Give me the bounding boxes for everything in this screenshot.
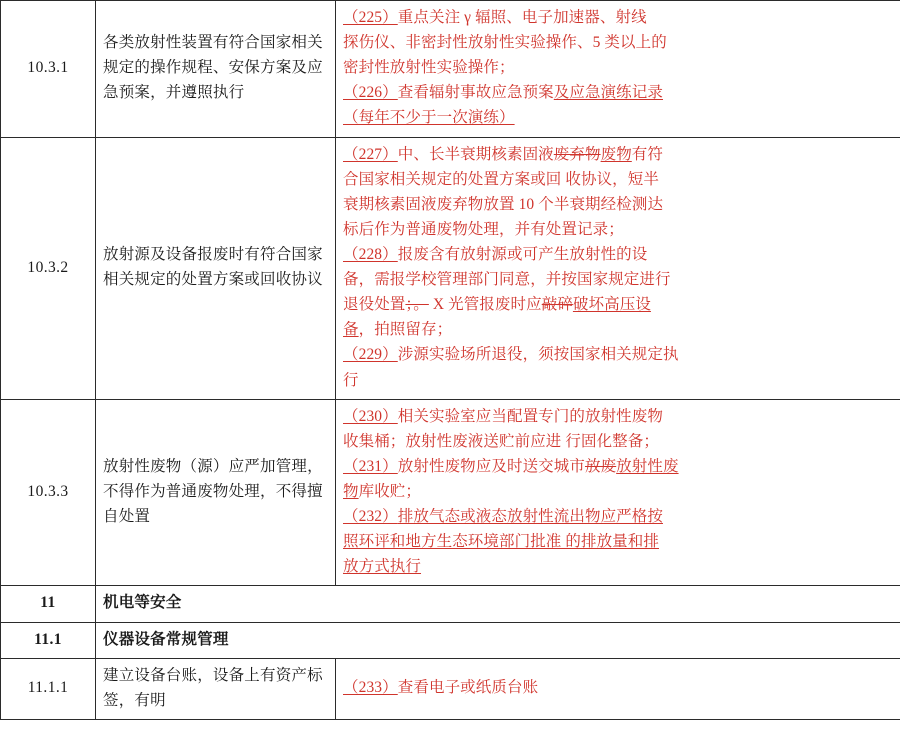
detail-line [343,5,893,30]
detail-number: （233） [343,679,398,697]
detail-line [343,80,893,105]
detail-text: 探伤仪、非密封性放射性实验操作、5 类以上的 [343,34,667,52]
section-label: 机电等安全 [96,586,900,622]
detail-text: 库收贮； [358,482,422,500]
row-code: 11.1.1 [1,658,96,719]
detail-text: 及应急演练记录 [553,84,663,102]
section-row [1,622,900,658]
detail-text: 放射性废物应及时送交城市 [397,457,585,475]
table-row-last [1,658,900,719]
detail-text: 有符 [631,145,663,163]
detail-text: 收集桶；放射性废液送贮前应进 行固化整备； [343,432,659,450]
detail-text: 重点关注 γ 辐照、电子加速器、射线 [397,9,647,26]
detail-text: 排放气态或液态放射性流出物应严格按 [397,508,663,526]
section-code: 11.1 [1,622,96,658]
detail-text: 照环评和地方生态环境部门批准 的排放量和排 [343,533,659,551]
table-body [1,1,900,720]
detail-text: 合国家相关规定的处置方案或回 收协议，短半 [343,170,659,188]
item-line: 安保方案及应急预案，并 [103,59,323,102]
table-row [1,137,900,399]
row-detail [336,658,900,719]
detail-number: （229） [343,346,398,364]
row-item [96,658,336,719]
detail-line [343,479,893,504]
detail-text: 标后作为普通废物处理，并有处置记录； [343,220,624,238]
row-detail [336,399,900,586]
detail-line [343,217,893,242]
detail-text: 物 [343,482,359,500]
item-line: 各类放射性装置有符合国 [103,34,276,52]
detail-number: （231） [343,457,398,475]
section-label: 仪器设备常规管理 [96,622,900,658]
detail-text: 衰期核素固液废弃物放置 10 个半衰期经检测达 [343,195,664,213]
detail-line [343,504,893,529]
row-item [96,1,336,138]
detail-line [343,317,893,342]
table-row [1,399,900,586]
item-line: 放射源及设备报废时有符 [103,245,276,263]
section-row [1,586,900,622]
detail-line [343,105,893,130]
detail-line [343,267,893,292]
row-code: 10.3.1 [1,1,96,138]
detail-text: 退役处置 [343,296,406,314]
detail-text: ，拍照留存； [358,321,453,339]
detail-number: （225） [343,9,398,26]
detail-text: （每年不少于一次演练） [343,109,515,127]
detail-text: 破坏高压设 [572,296,651,314]
detail-line [343,142,893,167]
detail-line [343,404,893,429]
detail-line [343,454,893,479]
detail-text: 报废含有放射源或可产生放射性的设 [397,245,648,263]
detail-number: （228） [343,245,398,263]
item-line: 管理，不得作为普通废物 [103,457,323,500]
detail-line [343,30,893,55]
detail-text: 备，需报学校管理部门同意，并按国家规定进行 [343,271,671,289]
detail-text: 放废 [584,457,617,475]
detail-text: ；。 [405,296,429,314]
row-detail [336,1,900,138]
detail-number: （232） [343,508,398,526]
table-row [1,1,900,138]
item-line: 放射性废物（源）应严加 [103,457,276,475]
detail-number: （227） [343,145,398,163]
detail-line [343,368,893,393]
detail-text: 密封性放射性实验操作； [343,59,515,77]
detail-text: X 光管报废时应 [428,296,542,314]
row-code: 10.3.3 [1,399,96,586]
detail-text: 备 [343,321,359,339]
item-line: 合国家相关规定的处置方 [103,245,323,289]
detail-number: （230） [343,407,398,425]
detail-line [343,55,893,80]
detail-line [343,192,893,217]
detail-line [343,292,893,317]
row-code: 10.3.2 [1,137,96,399]
detail-text: 查看电子或纸质台账 [397,679,539,697]
item-line: 家相关规定的操作规程、 [103,34,323,77]
detail-line [343,675,893,700]
detail-text: 相关实验室应当配置专门的放射性废物 [397,407,663,425]
detail-text: 中、长半衰期核素固液 [397,145,554,163]
row-detail [336,137,900,399]
detail-text: 敲碎 [541,296,573,314]
detail-line [343,342,893,367]
row-item [96,399,336,586]
detail-text: 放方式执行 [343,558,422,576]
detail-text: 放射性废 [616,457,679,475]
row-item [96,137,336,399]
detail-line [343,167,893,192]
detail-line [343,429,893,454]
detail-text: 废物 [600,145,632,163]
item-line: 遵照 [181,84,213,102]
detail-text: 查看辐射事故应急预案 [397,84,554,102]
detail-text: 行 [343,371,359,389]
item-line: 资产标签，有明 [103,666,323,709]
item-line: 处理，不得擅自处置 [103,482,323,526]
detail-number: （226） [343,84,398,102]
item-line: 执行 [212,84,245,102]
detail-text: 涉源实验场所退役，须按国家相关规定执 [397,346,679,364]
item-line: 建立设备台账，设备上有 [103,666,276,684]
section-code: 11 [1,586,96,622]
detail-line [343,242,893,267]
detail-text: 废弃物 [553,145,601,163]
detail-line [343,529,893,554]
item-line: 案或回收协议 [228,271,323,289]
detail-line [343,554,893,579]
